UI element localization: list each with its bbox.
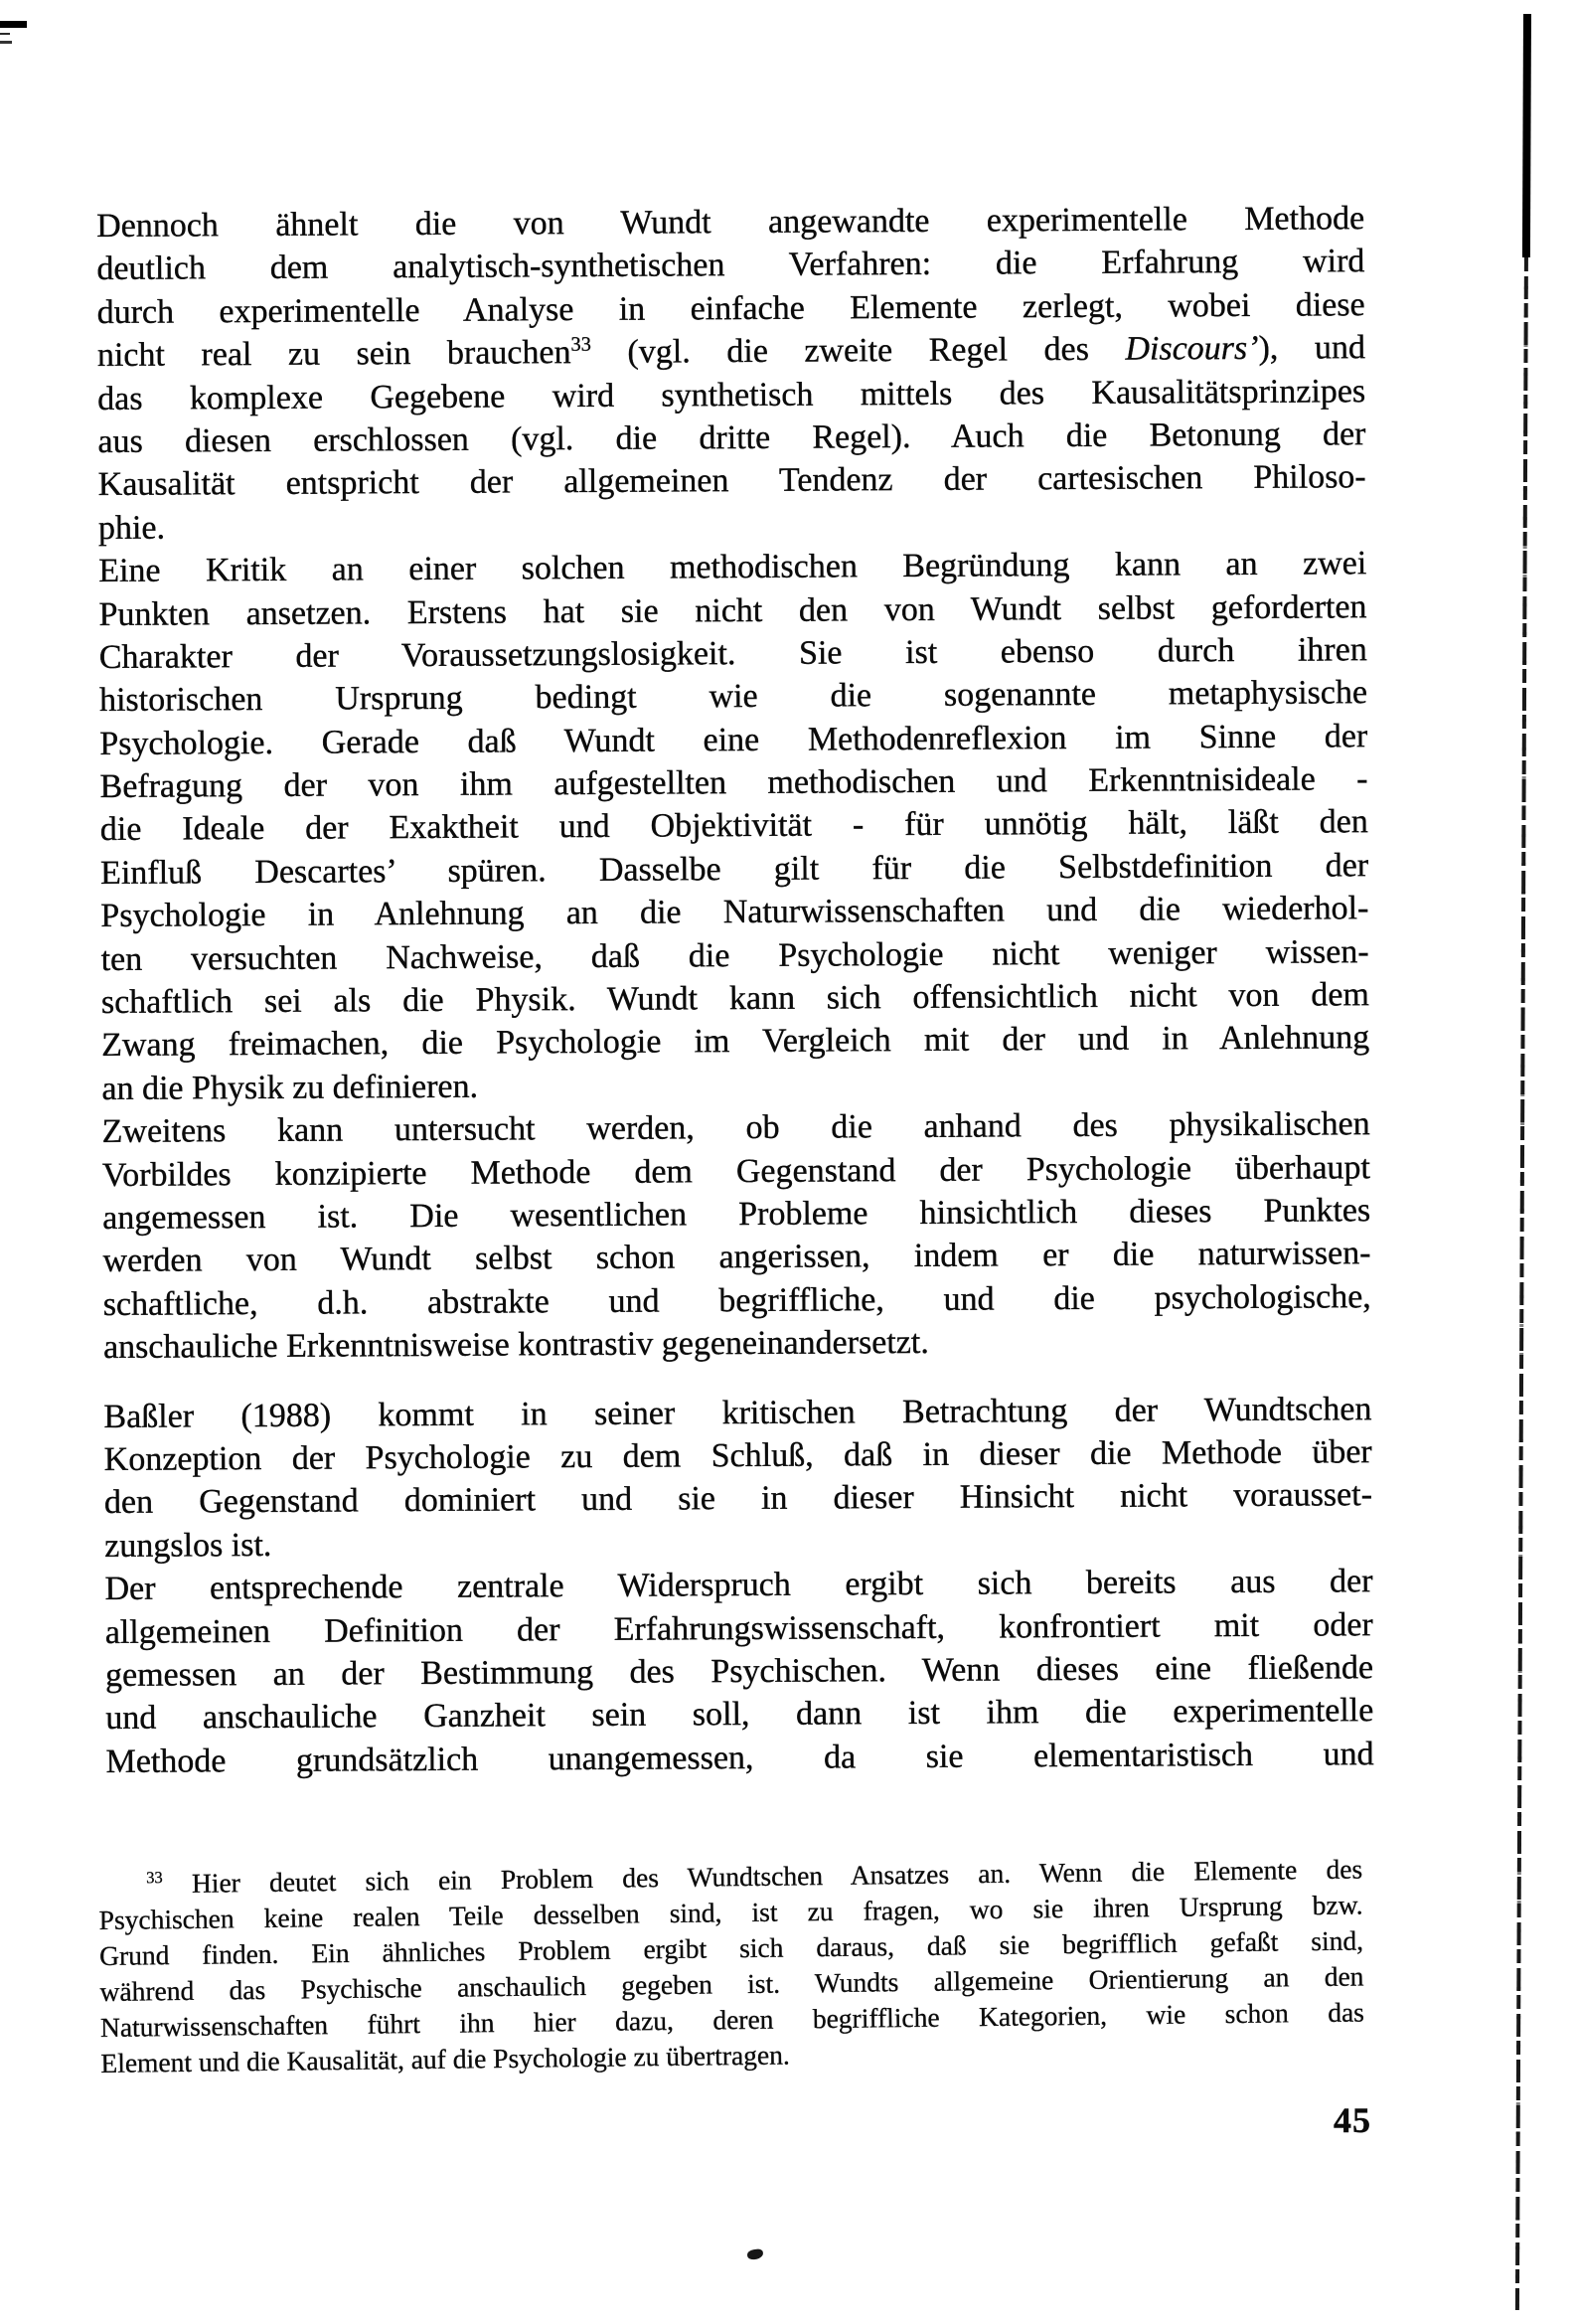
scan-artifact-page-edge-line (1508, 14, 1534, 2320)
text-run: deutlich dem analytisch-synthetischen Verfahren: die Erfahrung wird (96, 243, 1365, 288)
scan-artifact-ink-speck (746, 2248, 763, 2260)
text-run: zungslos ist. (104, 1526, 272, 1565)
text-run: Dennoch ähnelt die von Wundt angewandte experimentelle Methode (96, 200, 1365, 245)
paragraph-3-line (103, 1275, 1371, 1326)
text-run: schaftliche, d.h. abstrakte und begriffliche, und die psychologische, (102, 1277, 1371, 1323)
paragraph-5 (104, 1560, 1373, 1783)
text-run: Baßler (1988) kommt in seiner kritischen Betrachtung der Wundtschen (103, 1390, 1372, 1435)
paragraph-1-line (97, 413, 1365, 463)
paragraph-2-line (100, 801, 1368, 852)
paragraph-5-line (105, 1733, 1373, 1783)
text-run: Zweitens kann untersucht werden, ob die anhand des physikalischen (101, 1105, 1370, 1151)
text-run: allgemeinen Definition der Erfahrungswissenschaft, konfrontiert mit oder (104, 1605, 1373, 1651)
text-run: Eine Kritik an einer solchen methodischen Begründung kann an zwei (98, 545, 1367, 590)
scan-artifact-edge-solid-segment (1522, 14, 1531, 257)
text-run: historischen Ursprung bedingt wie die sogenannte metaphysische (98, 674, 1368, 720)
text-run: durch experimentelle Analyse in einfache Elemente zerlegt, wobei diese (96, 285, 1365, 331)
paragraph-2-line (101, 1017, 1369, 1068)
text-run: Psychischen keine realen Teile desselben sind, ist zu fragen, wo sie ihren Ursprung bzw. (98, 1889, 1363, 1935)
text-run: ), und (1258, 329, 1366, 368)
paragraph-1-line (98, 456, 1366, 507)
superscript-footnote-marker: 33 (570, 333, 591, 356)
text-run: Psychologie in Anlehnung an die Naturwissenschaften und die wiederhol- (100, 890, 1369, 935)
paragraph-4-line (104, 1430, 1372, 1481)
scan-artifact-edge-rough-segment (1515, 257, 1528, 2310)
paragraph-1-line (96, 197, 1364, 248)
paragraph-5-line (105, 1603, 1373, 1654)
paragraph-1-line (97, 283, 1365, 334)
paragraph-5-line (104, 1560, 1372, 1610)
paragraph-2-line (99, 715, 1367, 765)
text-run: Vorbildes konzipierte Methode dem Gegenstand der Psychologie überhaupt (101, 1148, 1371, 1194)
text-run: Zwang freimachen, die Psychologie im Vergleich mit der und in Anlehnung (101, 1019, 1370, 1065)
paragraph-5-line (105, 1689, 1373, 1740)
paragraph-2-line (100, 844, 1368, 895)
main-text-block (96, 197, 1374, 1783)
text-run: Charakter der Voraussetzungslosigkeit. Sie ist ebenso durch ihren (98, 631, 1367, 676)
text-run: phie. (97, 509, 166, 547)
paragraph-1-line (96, 241, 1364, 291)
text-run: aus diesen erschlossen (vgl. die dritte Regel). Auch die Betonung der (97, 415, 1366, 460)
paragraph-2-line (100, 887, 1368, 937)
text-run: den Gegenstand dominiert und sie in dieser Hinsicht nicht vorausset- (103, 1476, 1373, 1522)
text-run: werden von Wundt selbst schon angerissen, indem er die naturwissen- (102, 1235, 1371, 1280)
text-run: Hier deutet sich ein Problem des Wundtschen Ansatzes an. Wenn die Elemente des (162, 1853, 1363, 1900)
paragraph-3-line (102, 1233, 1370, 1283)
paragraph-2-line (98, 585, 1366, 636)
paragraph-1-line (97, 370, 1365, 420)
paragraph-1-line (98, 499, 1366, 550)
text-run: Naturwissenschaften führt ihn hier dazu, deren begriffliche Kategorien, wie schon das (99, 1996, 1365, 2043)
text-run: Methode grundsätzlich unangemessen, da sie elementaristisch und (105, 1735, 1374, 1780)
text-run: die Ideale der Exaktheit und Objektivität - für unnötig hält, läßt den (99, 803, 1368, 849)
paragraph-1-line (97, 326, 1365, 377)
paragraph-1 (96, 197, 1366, 550)
scan-artifact-top-left-dash (0, 21, 27, 28)
paragraph-3-line (102, 1146, 1370, 1197)
paragraph-2-line (99, 671, 1367, 722)
text-run: Einfluß Descartes’ spüren. Dasselbe gilt für die Selbstdefinition der (99, 847, 1369, 892)
text-run: Psychologie. Gerade daß Wundt eine Methodenreflexion im Sinne der (99, 717, 1368, 762)
text-run: an die Physik zu definieren. (101, 1068, 479, 1107)
text-run: (vgl. die zweite Regel des (590, 330, 1126, 372)
paragraph-2-line (101, 930, 1369, 981)
paragraph-3-line (102, 1189, 1370, 1240)
text-run: Element und die Kausalität, auf die Psychologie zu übertragen. (100, 2039, 790, 2078)
text-run: anschauliche Erkenntnisweise kontrastiv gegeneinandersetzt. (102, 1324, 929, 1367)
text-run: das komplexe Gegebene wird synthetisch mittels des Kausalitätsprinzipes (97, 372, 1366, 417)
paragraph-2-line (99, 757, 1367, 808)
text-run: Grund finden. Ein ähnliches Problem ergibt sich daraus, daß sie begrifflich gefaßt sind, (98, 1924, 1364, 1971)
paragraph-3-line (102, 1102, 1370, 1153)
text-run: schaftlich sei als die Physik. Wundt kann sich offensichtlich nicht von dem (100, 976, 1369, 1022)
footnote-block (98, 1851, 1365, 2081)
paragraph-5-line (105, 1646, 1373, 1697)
text-run: nicht real zu sein brauchen (96, 334, 571, 375)
page-number: 45 (1334, 2100, 1371, 2140)
text-run: gemessen an der Bestimmung des Psychischen. Wenn dieses eine fließende (104, 1649, 1374, 1694)
text-run: ten versuchten Nachweise, daß die Psychologie nicht weniger wissen- (100, 932, 1369, 978)
paragraph-4-line (103, 1388, 1371, 1438)
text-run: Kausalität entspricht der allgemeinen Tendenz der cartesischen Philoso- (97, 458, 1366, 504)
paragraph-4-line (104, 1517, 1372, 1568)
text-run: während das Psychische anschaulich gegeben ist. Wundts allgemeine Orientierung an den (99, 1960, 1364, 2007)
paragraph-2 (98, 542, 1369, 1110)
paragraph-3-line (103, 1318, 1371, 1369)
paragraph-4 (103, 1388, 1372, 1568)
text-run: Befragung der von ihm aufgestellten methodischen und Erkenntnisideale - (99, 760, 1368, 806)
paragraph-4-line (104, 1474, 1372, 1525)
paragraph-2-line (99, 628, 1367, 679)
text-run: Punkten ansetzen. Erstens hat sie nicht den von Wundt selbst geforderten (98, 587, 1367, 633)
paragraph-2-line (101, 1060, 1369, 1110)
paragraph-2-line (98, 542, 1366, 592)
paragraph-3 (102, 1102, 1372, 1369)
paragraph-2-line (101, 973, 1369, 1024)
text-run: Konzeption der Psychologie zu dem Schluß, daß in dieser die Methode über (103, 1433, 1372, 1478)
italic-run: Discours’ (1125, 330, 1259, 368)
text-run: angemessen ist. Die wesentlichen Probleme hinsichtlich dieses Punktes (102, 1192, 1371, 1237)
text-run: Der entsprechende zentrale Widerspruch ergibt sich bereits aus der (104, 1563, 1373, 1608)
superscript-footnote-marker: 33 (146, 1868, 163, 1888)
text-run: und anschauliche Ganzheit sein soll, dann ist ihm die experimentelle (105, 1692, 1374, 1738)
